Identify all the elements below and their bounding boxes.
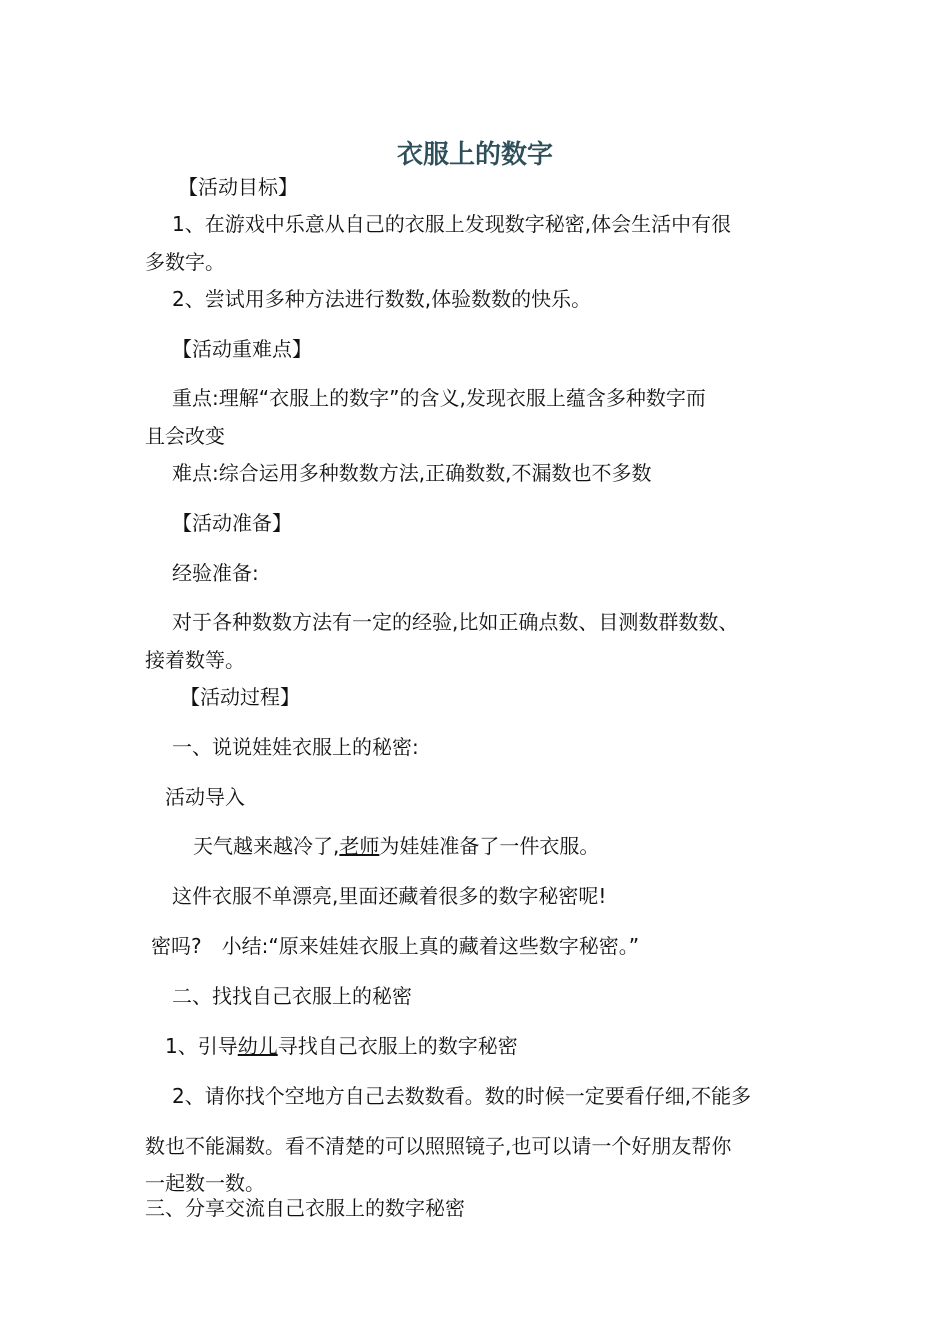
step-2-item-1-pre: 1、引导	[165, 1034, 238, 1058]
step-1-intro: 活动导入	[165, 785, 245, 809]
teacher-link[interactable]: 老师	[339, 834, 380, 858]
step-2-item-1-post: 寻找自己衣服上的数字秘密	[277, 1034, 518, 1058]
step-1-heading: 一、说说娃娃衣服上的秘密:	[172, 735, 419, 759]
step-1-paragraph-2: 这件衣服不单漂亮,里面还藏着很多的数字秘密呢!	[172, 884, 607, 908]
preparation-line-1: 对于各种数数方法有一定的经验,比如正确点数、目测数群数数、	[172, 610, 739, 634]
step-1-paragraph-1	[193, 833, 599, 859]
step-1-p1-pre: 天气越来越冷了,	[193, 834, 340, 858]
goal-2: 2、尝试用多种方法进行数数,体验数数的快乐。	[172, 287, 592, 311]
preparation-label: 经验准备:	[172, 561, 259, 585]
difficult-point: 难点:综合运用多种数数方法,正确数数,不漏数也不多数	[172, 461, 652, 485]
step-2-heading: 二、找找自己衣服上的秘密	[172, 984, 412, 1008]
key-point-line-2: 且会改变	[145, 424, 225, 448]
step-1-paragraph-3: 密吗? 小结:“原来娃娃衣服上真的藏着这些数字秘密。”	[151, 934, 640, 958]
goal-1-line-2: 多数字。	[145, 250, 225, 274]
step-2-item-1	[165, 1033, 518, 1059]
step-2-item-2-line-3: 一起数一数。	[145, 1171, 265, 1195]
step-3-heading: 三、分享交流自己衣服上的数字秘密	[145, 1196, 465, 1220]
preparation-line-2: 接着数等。	[145, 648, 245, 672]
goal-1-line-1: 1、在游戏中乐意从自己的衣服上发现数字秘密,体会生活中有很	[172, 212, 732, 236]
step-2-item-2-line-1: 2、请你找个空地方自己去数数看。数的时候一定要看仔细,不能多	[172, 1084, 752, 1108]
page-title: 衣服上的数字	[396, 140, 553, 170]
heading-process: 【活动过程】	[180, 685, 300, 709]
heading-key-points: 【活动重难点】	[172, 337, 312, 361]
step-2-item-2-line-2: 数也不能漏数。看不清楚的可以照照镜子,也可以请一个好朋友帮你	[145, 1134, 732, 1158]
heading-preparation: 【活动准备】	[172, 511, 292, 535]
children-link[interactable]: 幼儿	[237, 1034, 278, 1058]
heading-goals: 【活动目标】	[178, 175, 298, 199]
key-point-line-1: 重点:理解“衣服上的数字”的含义,发现衣服上蕴含多种数字而	[172, 386, 706, 410]
step-1-p1-post: 为娃娃准备了一件衣服。	[379, 834, 600, 858]
